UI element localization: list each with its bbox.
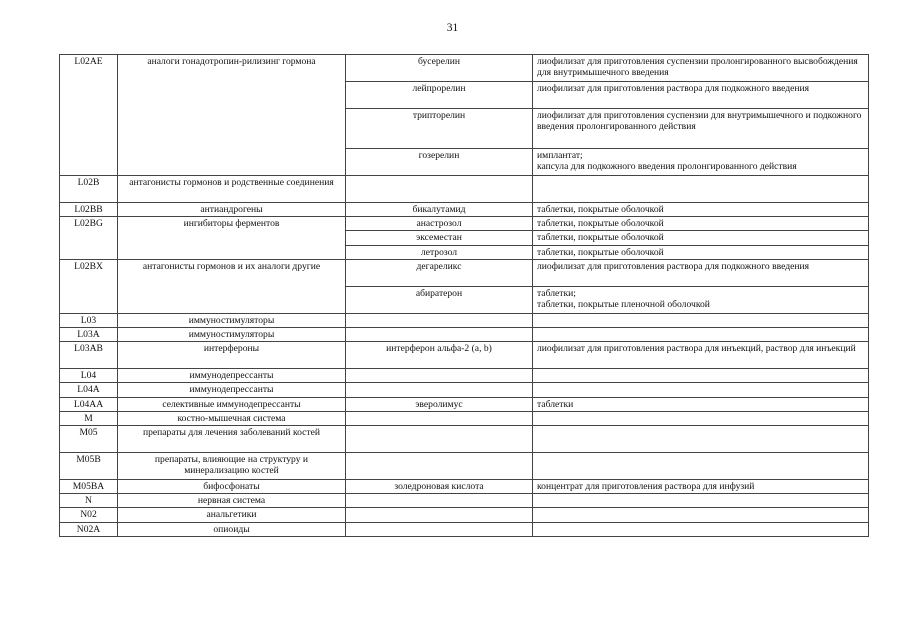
dosage-form-cell: таблетки, покрытые оболочкой <box>533 231 869 245</box>
atc-code-cell: M05 <box>60 426 118 453</box>
drug-name-cell: дегареликс <box>346 259 533 286</box>
drug-name-cell <box>346 426 533 453</box>
atc-code-cell: L04A <box>60 383 118 397</box>
dosage-form-cell <box>533 494 869 508</box>
drug-name-cell <box>346 411 533 425</box>
anatomic-group-cell: интерфероны <box>118 342 346 369</box>
atc-code-cell: L04 <box>60 369 118 383</box>
drug-name-cell: бикалутамид <box>346 203 533 217</box>
dosage-form-cell <box>533 383 869 397</box>
dosage-form-cell: лиофилизат для приготовления раствора для подкожного введения <box>533 259 869 286</box>
drug-name-cell: золедроновая кислота <box>346 480 533 494</box>
anatomic-group-cell: иммунодепрессанты <box>118 383 346 397</box>
atc-code-cell: N02 <box>60 508 118 522</box>
table-row <box>60 328 869 342</box>
atc-code-cell: L03AB <box>60 342 118 369</box>
table-row <box>60 426 869 453</box>
atc-code-cell: N <box>60 494 118 508</box>
table-row <box>60 508 869 522</box>
table-row <box>60 313 869 327</box>
atc-code-cell: L04AA <box>60 397 118 411</box>
dosage-form-cell <box>533 522 869 536</box>
drug-name-cell: гозерелин <box>346 149 533 176</box>
anatomic-group-cell: костно-мышечная система <box>118 411 346 425</box>
dosage-form-cell: лиофилизат для приготовления раствора для подкожного введения <box>533 82 869 109</box>
atc-code-cell: L02BB <box>60 203 118 217</box>
atc-code-cell: L02B <box>60 176 118 203</box>
table-row <box>60 522 869 536</box>
dosage-form-cell <box>533 313 869 327</box>
dosage-form-cell: концентрат для приготовления раствора для инфузий <box>533 480 869 494</box>
atc-code-cell: L03 <box>60 313 118 327</box>
atc-code-cell: L02BX <box>60 259 118 313</box>
drug-name-cell: трипторелин <box>346 109 533 149</box>
anatomic-group-cell: антиандрогены <box>118 203 346 217</box>
dosage-form-cell <box>533 453 869 480</box>
anatomic-group-cell: иммунодепрессанты <box>118 369 346 383</box>
atc-code-cell: M05B <box>60 453 118 480</box>
table-row <box>60 411 869 425</box>
atc-code-cell: L02BG <box>60 217 118 260</box>
drug-name-cell <box>346 494 533 508</box>
table-row <box>60 494 869 508</box>
anatomic-group-cell: препараты для лечения заболеваний костей <box>118 426 346 453</box>
anatomic-group-cell: антагонисты гормонов и родственные соединения <box>118 176 346 203</box>
dosage-form-cell <box>533 328 869 342</box>
table-row <box>60 453 869 480</box>
dosage-form-cell: таблетки, покрытые оболочкой <box>533 245 869 259</box>
table-row <box>60 176 869 203</box>
anatomic-group-cell: бифосфонаты <box>118 480 346 494</box>
table-row <box>60 369 869 383</box>
drug-name-cell: абиратерон <box>346 286 533 313</box>
drug-name-cell: эксеместан <box>346 231 533 245</box>
drug-name-cell: лейпрорелин <box>346 82 533 109</box>
dosage-form-cell <box>533 508 869 522</box>
dosage-form-cell: таблетки <box>533 397 869 411</box>
atc-code-cell: M05BA <box>60 480 118 494</box>
drug-name-cell <box>346 328 533 342</box>
page-number: 31 <box>446 22 459 34</box>
table-row <box>60 55 869 82</box>
anatomic-group-cell: антагонисты гормонов и их аналоги другие <box>118 259 346 313</box>
atc-code-cell: M <box>60 411 118 425</box>
table-row <box>60 217 869 231</box>
table-row <box>60 383 869 397</box>
dosage-form-cell: таблетки, покрытые оболочкой <box>533 217 869 231</box>
drug-name-cell: эверолимус <box>346 397 533 411</box>
dosage-form-cell: таблетки, покрытые оболочкой <box>533 203 869 217</box>
table-row <box>60 259 869 286</box>
atc-code-cell: L03A <box>60 328 118 342</box>
anatomic-group-cell: опиоиды <box>118 522 346 536</box>
dosage-form-cell <box>533 411 869 425</box>
table-row <box>60 203 869 217</box>
dosage-form-cell: лиофилизат для приготовления суспензии для внутримышечного и подкожного введения пролонгированного действия <box>533 109 869 149</box>
dosage-form-cell: таблетки; таблетки, покрытые пленочной оболочкой <box>533 286 869 313</box>
drug-name-cell: интерферон альфа-2 (a, b) <box>346 342 533 369</box>
anatomic-group-cell: нервная система <box>118 494 346 508</box>
drug-name-cell <box>346 369 533 383</box>
dosage-form-cell <box>533 369 869 383</box>
drug-list-table <box>59 54 869 537</box>
table-row <box>60 480 869 494</box>
drug-name-cell <box>346 313 533 327</box>
dosage-form-cell <box>533 176 869 203</box>
dosage-form-cell: имплантат; капсула для подкожного введения пролонгированного действия <box>533 149 869 176</box>
dosage-form-cell: лиофилизат для приготовления раствора для инъекций, раствор для инъекций <box>533 342 869 369</box>
table-row <box>60 342 869 369</box>
drug-name-cell <box>346 508 533 522</box>
table-row <box>60 397 869 411</box>
anatomic-group-cell: иммуностимуляторы <box>118 313 346 327</box>
anatomic-group-cell: селективные иммунодепрессанты <box>118 397 346 411</box>
drug-name-cell <box>346 522 533 536</box>
atc-code-cell: L02AE <box>60 55 118 176</box>
dosage-form-cell <box>533 426 869 453</box>
anatomic-group-cell: ингибиторы ферментов <box>118 217 346 260</box>
anatomic-group-cell: иммуностимуляторы <box>118 328 346 342</box>
atc-code-cell: N02A <box>60 522 118 536</box>
drug-name-cell <box>346 453 533 480</box>
anatomic-group-cell: аналоги гонадотропин-рилизинг гормона <box>118 55 346 176</box>
drug-name-cell: бусерелин <box>346 55 533 82</box>
drug-name-cell: летрозол <box>346 245 533 259</box>
drug-name-cell <box>346 383 533 397</box>
drug-name-cell: анастрозол <box>346 217 533 231</box>
table-body <box>60 55 869 537</box>
anatomic-group-cell: анальгетики <box>118 508 346 522</box>
dosage-form-cell: лиофилизат для приготовления суспензии пролонгированного высвобождения для внутримышечного введения <box>533 55 869 82</box>
anatomic-group-cell: препараты, влияющие на структуру и минерализацию костей <box>118 453 346 480</box>
drug-name-cell <box>346 176 533 203</box>
